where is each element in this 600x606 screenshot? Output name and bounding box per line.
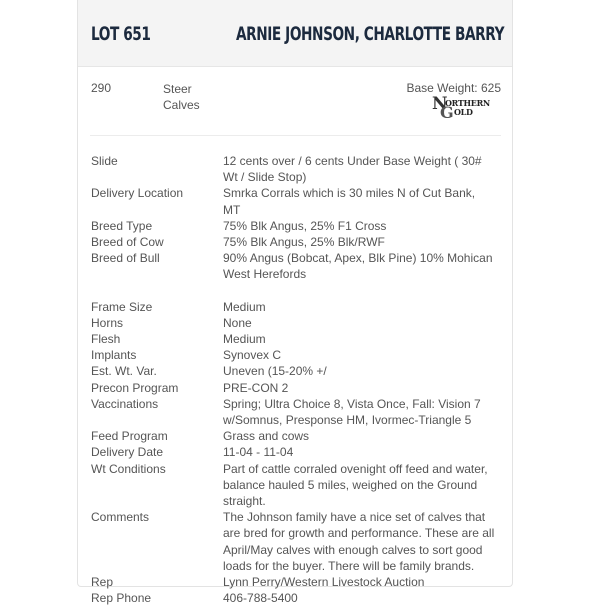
detail-label: Vaccinations (91, 396, 159, 411)
detail-value: 11-04 - 11-04 (223, 445, 294, 460)
lot-summary (78, 67, 512, 135)
detail-label (78, 283, 223, 299)
detail-label: Rep (91, 575, 114, 590)
detail-label: Horns (91, 315, 124, 330)
detail-label: Implants (91, 348, 137, 363)
detail-value: The Johnson family have a nice set of calves that are bred for growth and performance. These are all April/May calves with enough calves to sort good loads for the buyer. There will be family brands. (223, 510, 495, 573)
detail-value: 75% Blk Angus, 25% F1 Cross (223, 218, 387, 233)
detail-row-slide (78, 153, 512, 185)
detail-row-horns (78, 315, 512, 331)
detail-row-spacer (78, 283, 512, 299)
detail-row-delivery-location (78, 185, 512, 217)
lot-card (77, 0, 513, 606)
detail-value: Lynn Perry/Western Livestock Auction (223, 575, 425, 590)
detail-row-flesh (78, 331, 512, 347)
detail-row-rep (78, 574, 512, 590)
detail-value (223, 283, 495, 299)
detail-row-implants (78, 347, 512, 363)
detail-label: Delivery Location (91, 186, 184, 201)
detail-value: PRE-CON 2 (223, 380, 289, 395)
detail-label: Slide (91, 154, 118, 168)
base-weight: Base Weight: 625 (406, 81, 501, 95)
detail-value: Uneven (15-20% +/ (223, 364, 327, 379)
detail-value: Spring; Ultra Choice 8, Vista Once, Fall: Vision 7 w/Somnus, Presponse HM, Ivormec-Triangle 5 (223, 396, 481, 428)
logo-text-orthern: ORTHERN (445, 98, 490, 108)
detail-label: Breed of Cow (91, 235, 164, 250)
detail-value: Medium (223, 299, 266, 314)
northern-gold-logo-icon (432, 94, 496, 122)
detail-value: Grass and cows (223, 429, 310, 444)
detail-value: None (223, 315, 252, 330)
detail-row-precon-program (78, 380, 512, 396)
detail-label: Flesh (91, 332, 121, 347)
lot-number: LOT 651 (91, 23, 151, 45)
detail-row-rep-phone (78, 590, 512, 606)
logo-initial-n: N (432, 94, 447, 114)
logo-initial-g: G (440, 103, 454, 122)
detail-value: 75% Blk Angus, 25% Blk/RWF (223, 235, 385, 250)
detail-value: 12 cents over / 6 cents Under Base Weight ( 30# Wt / Slide Stop) (223, 154, 482, 185)
detail-label: Feed Program (91, 429, 168, 444)
detail-label: Breed Type (91, 218, 153, 233)
detail-label: Rep Phone (91, 591, 152, 606)
detail-label: Comments (91, 510, 150, 525)
detail-row-breed-type (78, 218, 512, 234)
detail-value: 406-788-5400 (223, 591, 298, 606)
detail-row-frame-size (78, 299, 512, 315)
detail-value: Synovex C (223, 348, 282, 363)
detail-label: Wt Conditions (91, 461, 166, 476)
detail-label: Est. Wt. Var. (91, 364, 157, 379)
head-count: 290 (91, 81, 112, 95)
logo-text-old: OLD (454, 107, 473, 117)
lot-header (78, 0, 512, 67)
detail-label: Delivery Date (91, 445, 164, 460)
detail-row-est-wt-var (78, 363, 512, 379)
detail-value: Part of cattle corraled ovenight off feed and water, balance hauled 5 miles, weighed on the Ground straight. (223, 461, 488, 509)
detail-value: Smrka Corrals which is 30 miles N of Cut Bank, MT (223, 186, 476, 217)
consignor-name: ARNIE JOHNSON, CHARLOTTE BARRY (236, 23, 505, 45)
detail-row-feed-program (78, 428, 512, 444)
detail-value: 90% Angus (Bobcat, Apex, Blk Pine) 10% Mohican West Herefords (223, 251, 493, 282)
detail-row-wt-conditions (78, 461, 512, 510)
detail-row-breed-of-bull (78, 250, 512, 282)
detail-value: Medium (223, 332, 266, 347)
cattle-description: Steer Calves (163, 82, 200, 112)
lot-details (78, 136, 512, 606)
detail-row-delivery-date (78, 444, 512, 460)
detail-label: Breed of Bull (91, 251, 160, 266)
detail-row-comments (78, 509, 512, 574)
detail-label: Frame Size (91, 299, 153, 314)
detail-row-breed-of-cow (78, 234, 512, 250)
detail-row-vaccinations (78, 396, 512, 428)
detail-label: Precon Program (91, 380, 179, 395)
